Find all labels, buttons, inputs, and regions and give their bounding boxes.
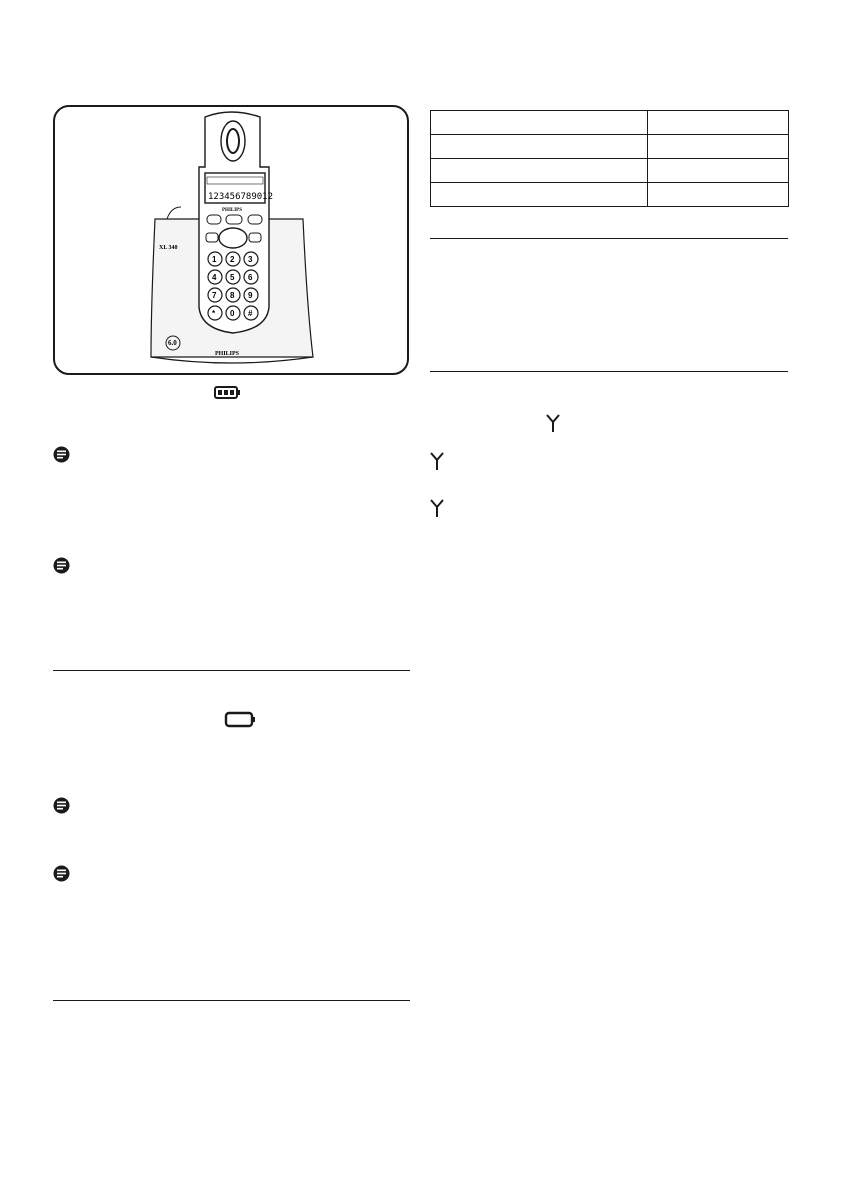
spec-table [430, 110, 789, 207]
section-rule [53, 670, 410, 671]
base-brand: PHILIPS [215, 351, 240, 357]
table-cell [431, 135, 648, 159]
keypad-key-label: 7 [212, 291, 217, 300]
section-rule [430, 238, 788, 239]
phone-drawing [55, 107, 409, 375]
keypad-key-label: # [248, 309, 253, 318]
battery-empty-icon [224, 711, 258, 728]
keypad-key-label: 5 [230, 273, 235, 282]
section-rule [430, 371, 788, 372]
note-icon [53, 797, 70, 814]
keypad-key-label: 3 [248, 255, 253, 264]
keypad-key-label: 2 [230, 255, 235, 264]
keypad-key-label: * [212, 309, 216, 318]
keypad-key-label: 0 [230, 309, 235, 318]
table-cell [648, 159, 789, 183]
battery-full-icon [214, 385, 241, 400]
table-row [431, 159, 789, 183]
table-row [431, 135, 789, 159]
table-cell [648, 111, 789, 135]
note-icon [53, 446, 70, 463]
display-digits: 123456789012 [208, 192, 274, 202]
keypad-key-label: 9 [248, 291, 253, 300]
handset-brand: PHILIPS [222, 208, 243, 213]
table-row [431, 183, 789, 207]
antenna-icon [430, 499, 444, 518]
keypad-key-label: 1 [212, 255, 217, 264]
table-cell [431, 111, 648, 135]
keypad-key-label: 8 [230, 291, 235, 300]
dect-badge: 6.0 [168, 339, 177, 347]
table-row [431, 111, 789, 135]
phone-illustration [53, 105, 409, 375]
keypad-key-label: 4 [212, 273, 217, 282]
section-rule [53, 1000, 410, 1001]
note-icon [53, 865, 70, 882]
table-cell [431, 183, 648, 207]
antenna-icon [430, 452, 444, 471]
note-icon [53, 557, 70, 574]
table-cell [648, 183, 789, 207]
antenna-icon [546, 414, 560, 433]
table-cell [431, 159, 648, 183]
keypad-key-label: 6 [248, 273, 253, 282]
model-label: XL 340 [159, 245, 178, 251]
table-cell [648, 135, 789, 159]
